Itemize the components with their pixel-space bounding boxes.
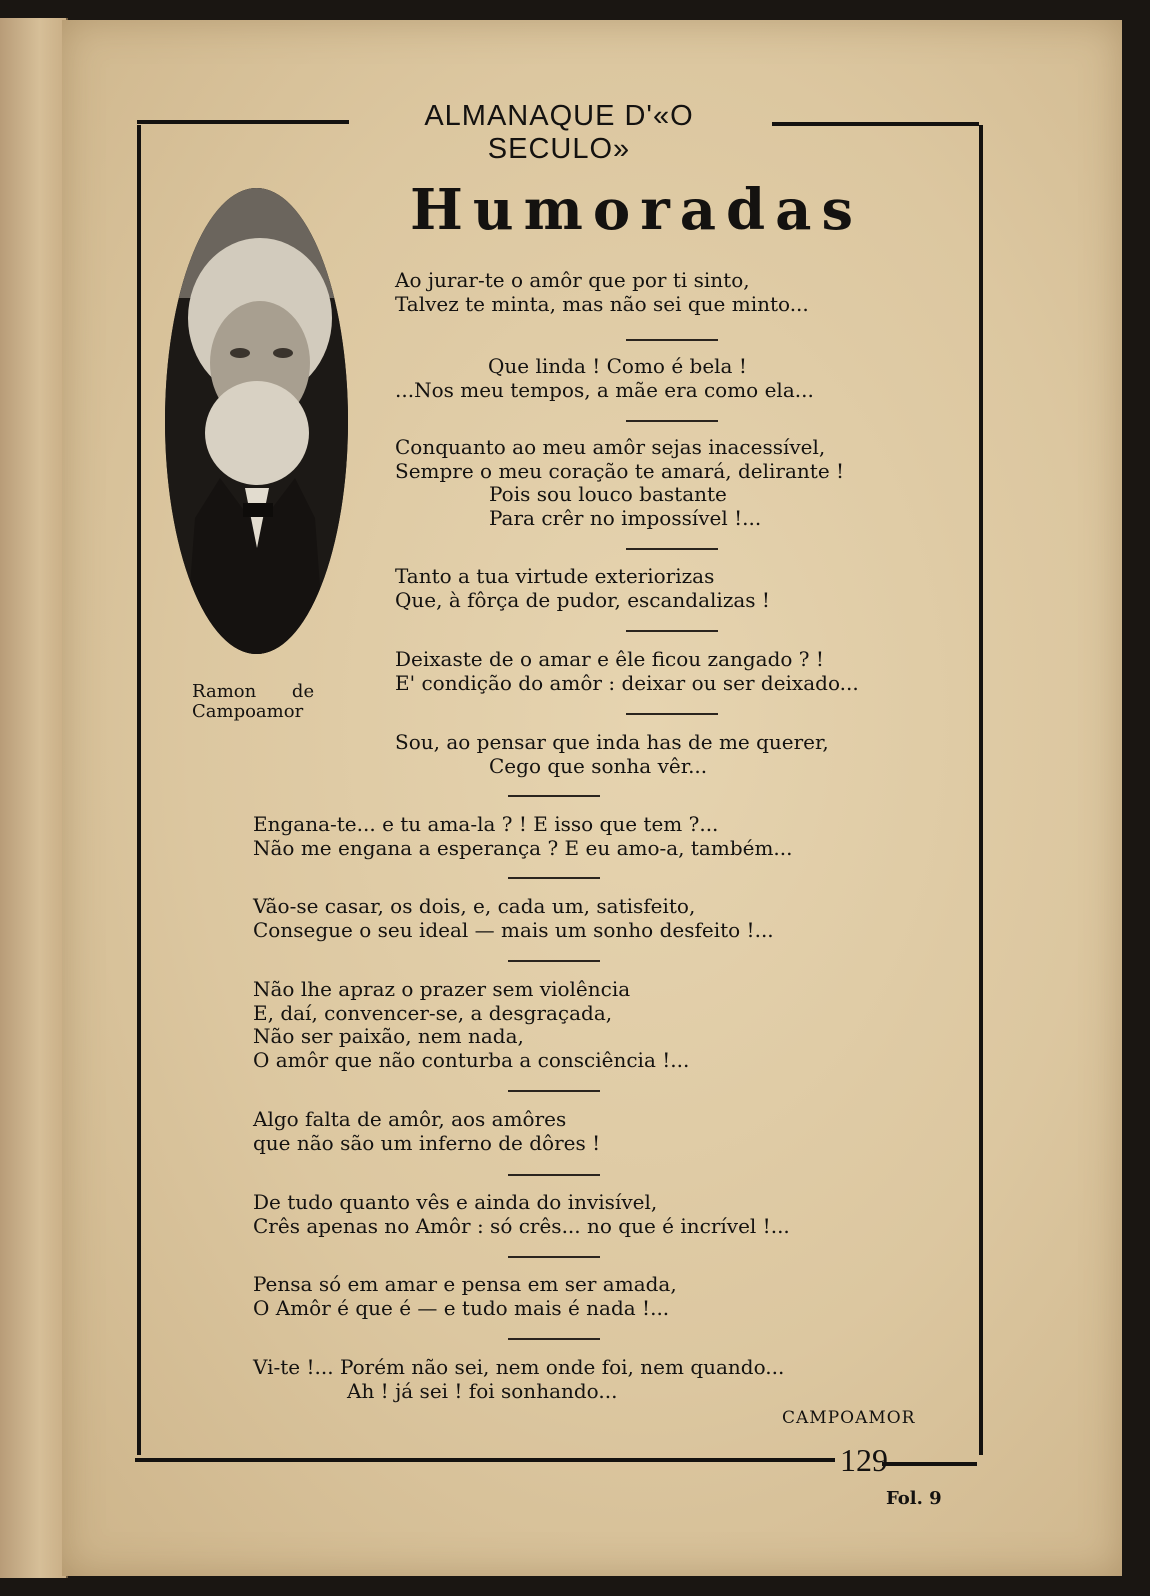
- stanza: [395, 355, 814, 402]
- stanza-line: que não são um inferno de dôres !: [253, 1130, 601, 1155]
- separator: [626, 713, 718, 715]
- portrait-engraving: [165, 188, 348, 654]
- footer-rule-right: [882, 1462, 977, 1466]
- author-signature: CAMPOAMOR: [782, 1408, 916, 1428]
- stanza: [395, 731, 829, 778]
- stanza-line: Conquanto ao meu amôr sejas inacessível,: [395, 435, 826, 459]
- page-number: 129: [840, 1442, 888, 1478]
- stanza: [395, 269, 809, 316]
- stanza-line: ...Nos meu tempos, a mãe era como ela...: [395, 377, 814, 402]
- stanza-line: O amôr que não conturba a consciência !...: [253, 1047, 690, 1072]
- stanza-line: Vi-te !... Porém não sei, nem onde foi, nem quando...: [253, 1355, 785, 1379]
- stanza-line: E, daí, convencer-se, a desgraçada,: [253, 1000, 613, 1025]
- stanza: [253, 1273, 677, 1320]
- left-page-edge: [0, 18, 68, 1578]
- stanza-line: Algo falta de amôr, aos amôres: [253, 1107, 567, 1131]
- stanza: [253, 978, 689, 1072]
- separator: [626, 548, 718, 550]
- stanza-line: Sempre o meu coração te amará, delirante !: [395, 458, 845, 483]
- stanza: [395, 436, 844, 530]
- stanza: [253, 1108, 600, 1155]
- stanza-line: Pensa só em amar e pensa em ser amada,: [253, 1272, 677, 1296]
- author-portrait: [165, 188, 348, 654]
- stanza-line: Não me engana a esperança ? E eu amo-a, também...: [253, 835, 793, 860]
- portrait-caption: [192, 682, 332, 722]
- separator: [508, 1256, 600, 1258]
- stanza-line: Não lhe apraz o prazer sem violência: [253, 977, 631, 1001]
- stanza-line: Pois sou louco bastante: [489, 482, 727, 506]
- footer-rule-left: [135, 1458, 835, 1462]
- stanza-line: E' condição do amôr : deixar ou ser deixado...: [395, 670, 859, 695]
- almanac-title: ALMANAQUE D'«O SECULO»: [424, 100, 694, 165]
- separator: [626, 420, 718, 422]
- separator: [508, 960, 600, 962]
- stanza-line: Vão-se casar, os dois, e, cada um, satisfeito,: [253, 894, 696, 918]
- header-rule-right: [772, 122, 979, 126]
- caption-line-1: Ramon de: [192, 681, 315, 702]
- stanza: [395, 565, 770, 612]
- stanza-line: Ah ! já sei ! foi sonhando...: [347, 1378, 618, 1403]
- stanza-line: Deixaste de o amar e êle ficou zangado ? !: [395, 647, 824, 671]
- stanza-line: Crês apenas no Amôr : só crês... no que é incrível !...: [253, 1213, 790, 1238]
- stanza-line: Engana-te... e tu ama-la ? ! E isso que tem ?...: [253, 812, 719, 836]
- stanza-line: De tudo quanto vês e ainda do invisível,: [253, 1190, 658, 1214]
- separator: [626, 630, 718, 632]
- page-title: Humoradas: [410, 177, 863, 243]
- stanza-line: O Amôr é que é — e tudo mais é nada !...: [253, 1295, 670, 1320]
- separator: [626, 339, 718, 341]
- stanza-line: Cego que sonha vêr...: [489, 753, 708, 778]
- stanza: [253, 813, 793, 860]
- stanza: [395, 648, 859, 695]
- stanza-line: Que, à fôrça de pudor, escandalizas !: [395, 587, 770, 612]
- stanza-line: Que linda ! Como é bela !: [488, 354, 747, 378]
- separator: [508, 1174, 600, 1176]
- stanza-line: Tanto a tua virtude exteriorizas: [395, 564, 715, 588]
- header-rule-left: [137, 120, 349, 124]
- stanza-line: Sou, ao pensar que inda has de me querer,: [395, 730, 829, 754]
- separator: [508, 877, 600, 879]
- stanza: [253, 1356, 784, 1403]
- stanza-line: Consegue o seu ideal — mais um sonho desfeito !...: [253, 917, 774, 942]
- separator: [508, 795, 600, 797]
- stanza-line: Talvez te minta, mas não sei que minto...: [395, 291, 809, 316]
- folio-mark: Fol. 9: [886, 1488, 942, 1509]
- stanza-line: Ao jurar-te o amôr que por ti sinto,: [395, 268, 750, 292]
- stanza: [253, 895, 774, 942]
- separator: [508, 1338, 600, 1340]
- caption-line-2: Campoamor: [192, 701, 304, 722]
- stanza-line: Não ser paixão, nem nada,: [253, 1024, 524, 1048]
- stanza-line: Para crêr no impossível !...: [489, 505, 762, 530]
- stanza: [253, 1191, 790, 1238]
- separator: [508, 1090, 600, 1092]
